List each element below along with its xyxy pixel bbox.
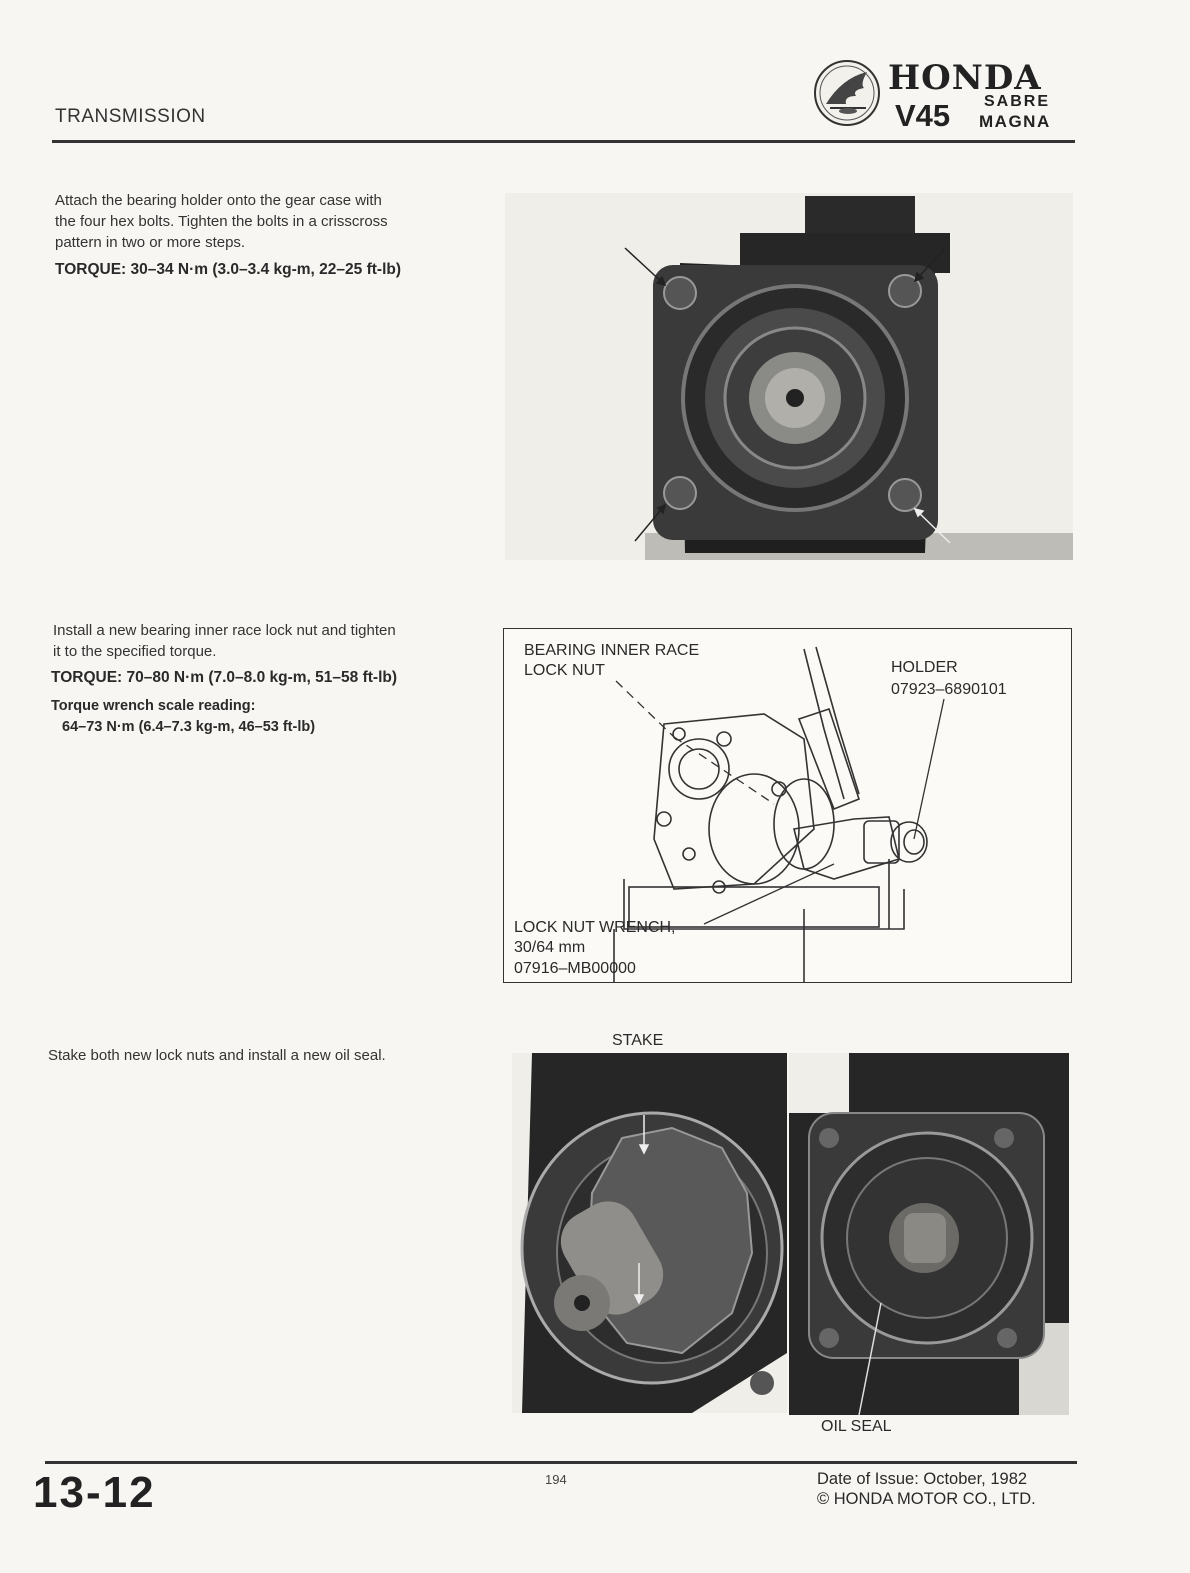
bearing-holder-photo [505, 193, 1073, 560]
lock-nut-diagram [503, 628, 1072, 983]
step2-line-1: Install a new bearing inner race lock nut and tighten [53, 622, 396, 639]
torque-wrench-scale-heading: Torque wrench scale reading: [51, 698, 256, 714]
label-stake: STAKE [612, 1032, 664, 1049]
step2-line-2: it to the specified torque. [53, 643, 217, 660]
step1-line-1: Attach the bearing holder onto the gear case with [55, 192, 382, 209]
section-page-number: 13-12 [33, 1468, 156, 1517]
variant-magna: MAGNA [979, 112, 1051, 131]
variant-sabre: SABRE [984, 93, 1051, 110]
step2-instructions [53, 620, 493, 662]
step1-torque: TORQUE: 30–34 N·m (3.0–3.4 kg-m, 22–25 ft-lb) [55, 261, 402, 278]
label-holder-line1: HOLDER [891, 659, 958, 676]
step1-instructions [55, 190, 495, 253]
issue-date: Date of Issue: October, 1982 [817, 1470, 1028, 1488]
lock-nut-diagram-drawing [504, 629, 1071, 982]
label-wrench-line2: 30/64 mm [514, 939, 586, 956]
footer-issue-block [817, 1469, 1036, 1509]
page-number: 194 [545, 1472, 567, 1487]
section-title: TRANSMISSION [55, 106, 206, 127]
honda-wing-logo-icon [812, 58, 882, 128]
torque-wrench-scale-value: 64–73 N·m (6.4–7.3 kg-m, 46–53 ft-lb) [62, 719, 316, 735]
label-lock-nut-line2: LOCK NUT [524, 662, 605, 679]
label-wrench-line3: 07916–MB00000 [514, 960, 636, 977]
step3-instructions: Stake both new lock nuts and install a new oil seal. [48, 1047, 386, 1064]
copyright: © HONDA MOTOR CO., LTD. [817, 1490, 1036, 1508]
step1-line-2: the four hex bolts. Tighten the bolts in a crisscross [55, 213, 388, 230]
model-name: V45 [895, 98, 951, 133]
label-oil-seal: OIL SEAL [821, 1418, 892, 1435]
brand-name: HONDA [888, 58, 1042, 98]
step2-torque: TORQUE: 70–80 N·m (7.0–8.0 kg-m, 51–58 ft-lb) [51, 669, 398, 686]
step1-line-3: pattern in two or more steps. [55, 234, 246, 251]
stake-photo [512, 1053, 787, 1413]
label-wrench-line1: LOCK NUT WRENCH, [514, 919, 676, 936]
label-holder-line2: 07923–6890101 [891, 681, 1007, 698]
oil-seal-photo [789, 1053, 1069, 1415]
footer-divider [45, 1461, 1077, 1464]
header-divider [52, 140, 1075, 143]
label-lock-nut-line1: BEARING INNER RACE [524, 642, 700, 659]
